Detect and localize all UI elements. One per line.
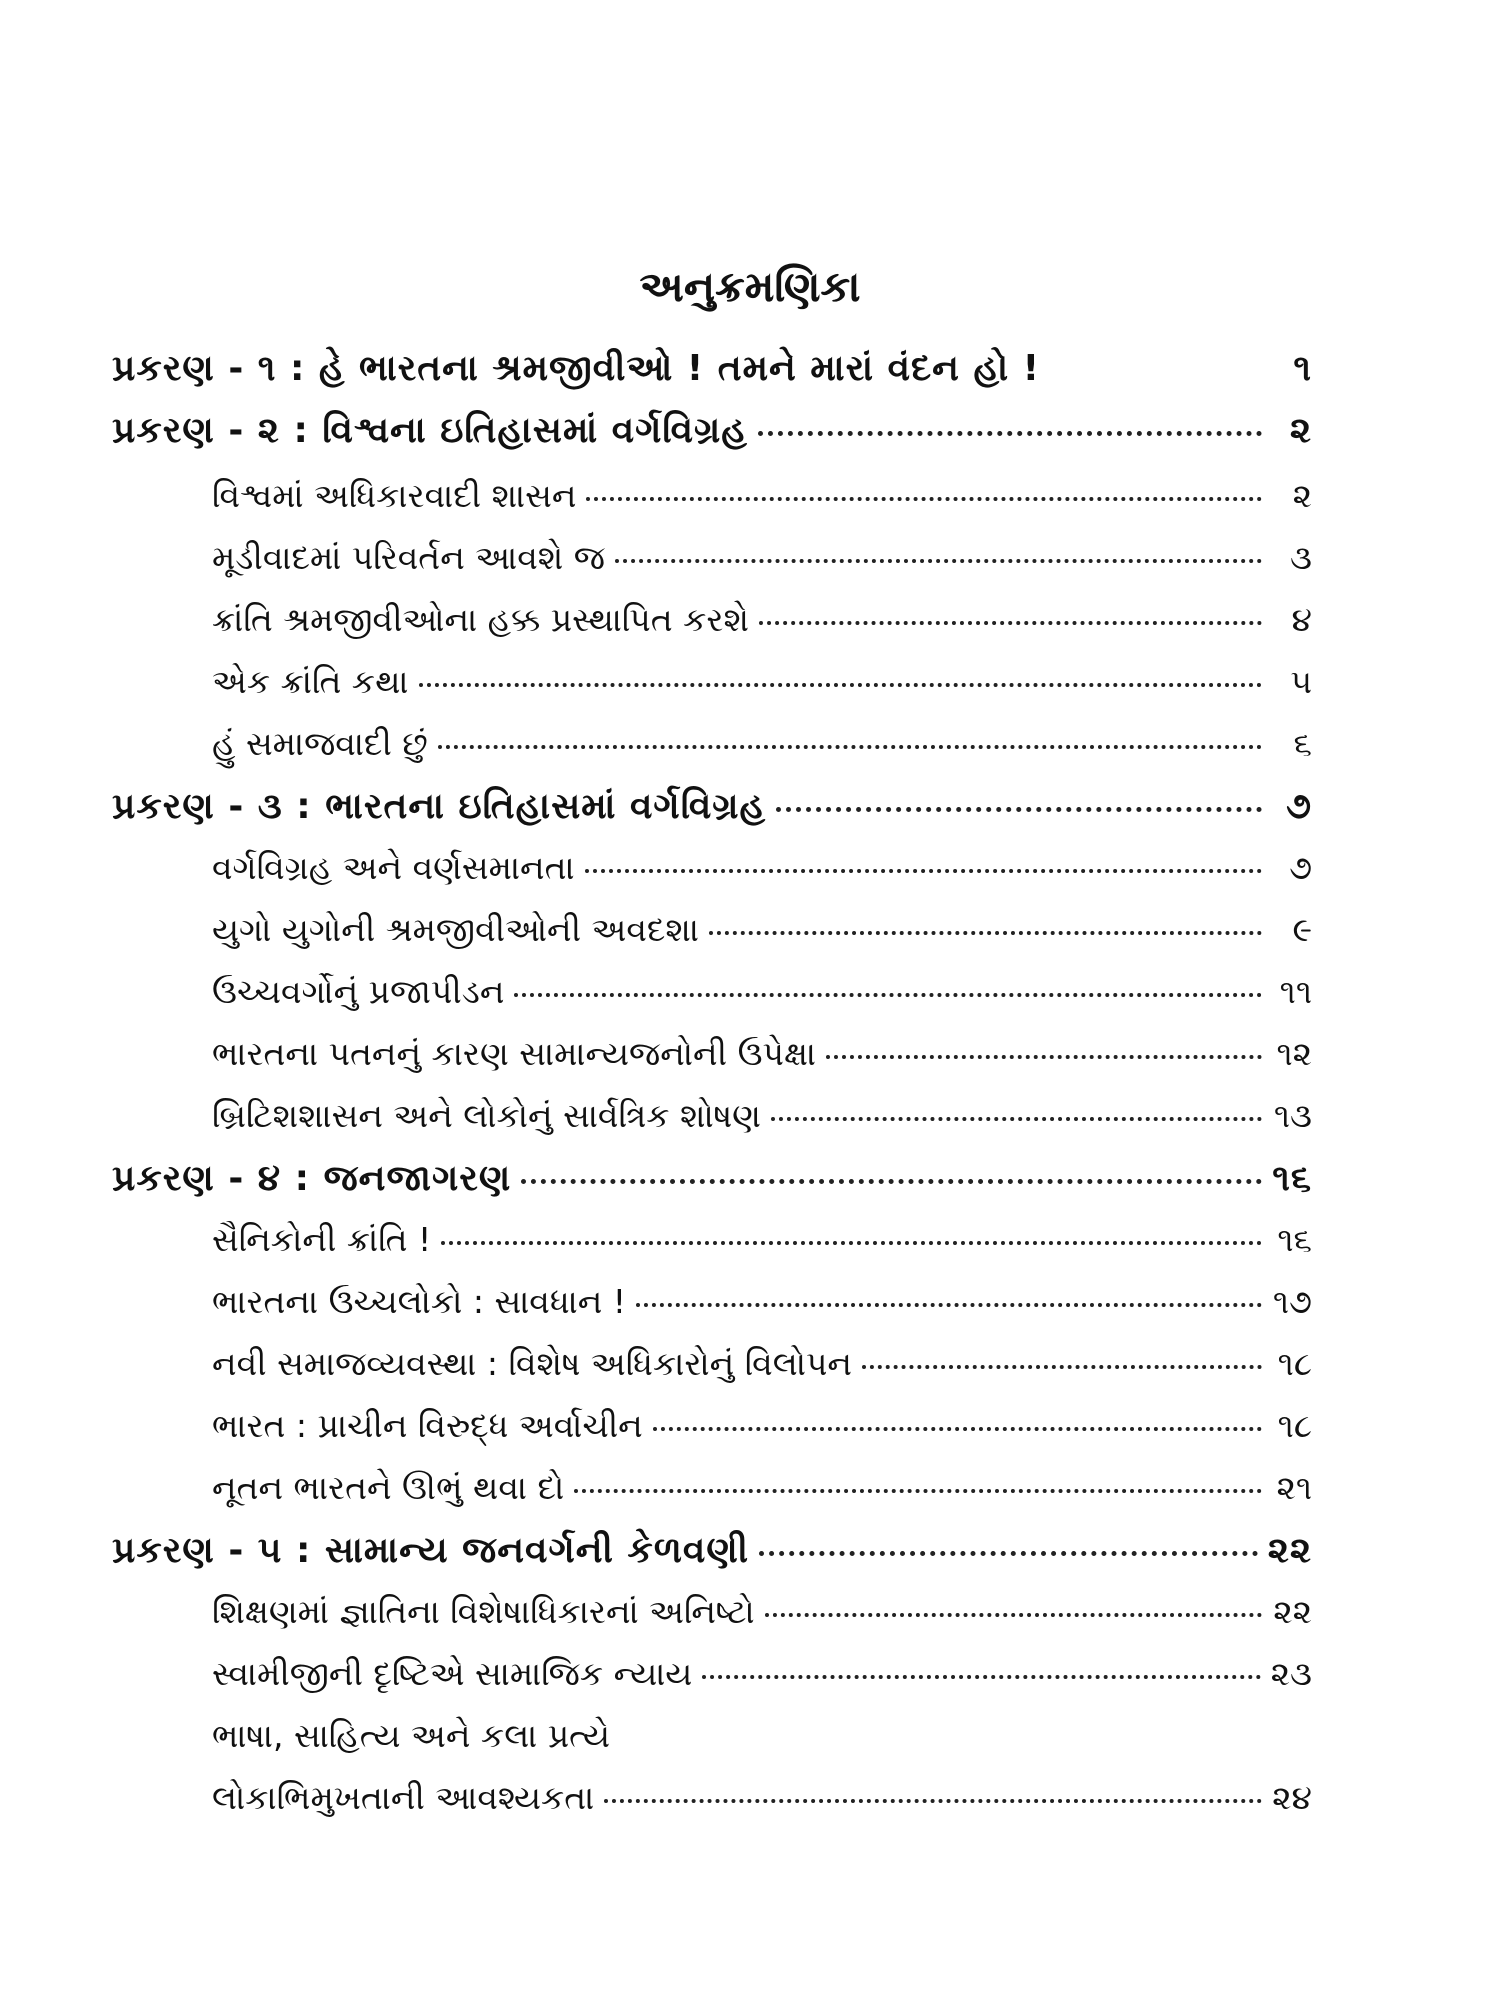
dot-leader (765, 1607, 1262, 1617)
toc-section-row (212, 1034, 1312, 1094)
toc-entry-label: બ્રિટિશશાસન અને લોકોનું સાર્વત્રિક શોષણ (212, 1096, 761, 1135)
dot-leader (441, 1235, 1262, 1245)
toc-page-number: ૨૨ (1273, 1592, 1312, 1631)
toc-page-number: ૨૨ (1267, 1530, 1312, 1571)
toc-section-row (212, 1282, 1312, 1342)
dot-leader (636, 1297, 1262, 1307)
page-title: અનુક્રમણિકા (639, 262, 861, 311)
toc-page-number: ૪ (1291, 600, 1312, 639)
toc-entry-label: ભારત : પ્રાચીન વિરુદ્ધ અર્વાચીન (212, 1406, 643, 1445)
dot-leader (771, 1111, 1262, 1121)
toc-page-number: ૫ (1290, 662, 1312, 701)
toc-section-row (212, 724, 1312, 784)
toc-page-number: ૧૬ (1272, 1158, 1312, 1199)
dot-leader (759, 615, 1262, 625)
toc-section-row (212, 1778, 1312, 1838)
toc-section-row (212, 1654, 1312, 1714)
toc-page-number: ૧૩ (1273, 1096, 1312, 1135)
toc-chapter-row (112, 1530, 1312, 1590)
dot-leader (514, 987, 1262, 997)
dot-leader (776, 801, 1262, 812)
toc-entry-label: વિશ્વમાં અધિકારવાદી શાસન (212, 476, 577, 515)
toc-page-number: ૧ (1293, 348, 1312, 389)
toc-entry-label: ભારતના ઉચ્ચલોકો : સાવધાન ! (212, 1282, 627, 1321)
dot-leader (862, 1359, 1262, 1369)
toc-entry-label: ઉચ્ચવર્ગોનું પ્રજાપીડન (212, 972, 505, 1011)
toc-page-number: ૭ (1289, 848, 1312, 887)
dot-leader (574, 1483, 1262, 1493)
toc-entry-label: પ્રકરણ - ૫ : સામાન્ય જનવર્ગની કેળવણી (112, 1530, 750, 1571)
toc-page-number: ૨ (1292, 476, 1312, 515)
toc-entry-label: એક ક્રાંતિ કથા (212, 662, 409, 701)
dot-leader (604, 1793, 1262, 1803)
toc-chapter-row (112, 786, 1312, 846)
toc-page-number: ૧૮ (1277, 1406, 1312, 1445)
toc-entry-label: શિક્ષણમાં જ્ઞાતિના વિશેષાધિકારનાં અનિષ્ટો (212, 1592, 755, 1631)
dot-leader (419, 677, 1262, 687)
dot-leader (702, 1669, 1260, 1679)
toc-entry-label: મૂડીવાદમાં પરિવર્તન આવશે જ (212, 538, 605, 577)
toc-section-row (212, 972, 1312, 1032)
dot-leader (826, 1049, 1262, 1059)
toc-entry-label: પ્રકરણ - ૨ : વિશ્વના ઇતિહાસમાં વર્ગવિગ્રહ (112, 410, 748, 451)
toc-section-row (212, 910, 1312, 970)
toc-section-row (212, 1220, 1312, 1280)
toc-entry-label: નૂતન ભારતને ઊભું થવા દો (212, 1468, 565, 1507)
toc-entry-label: વર્ગવિગ્રહ અને વર્ણસમાનતા (212, 848, 575, 887)
dot-leader (758, 425, 1262, 436)
toc-section-row (212, 1096, 1312, 1156)
toc-chapter-row (112, 348, 1312, 408)
toc-page-number: ૧૧ (1279, 972, 1312, 1011)
toc-entry-label: હું સમાજવાદી છું (212, 724, 428, 763)
toc-section-row (212, 1468, 1312, 1528)
dot-leader (615, 553, 1262, 563)
toc-entry-label: ભાષા, સાહિત્ય અને કલા પ્રત્યે (212, 1716, 610, 1755)
toc-page-number: ૧૨ (1276, 1034, 1312, 1073)
toc-entry-label: ક્રાંતિ શ્રમજીવીઓના હક્ક પ્રસ્થાપિત કરશે (212, 600, 749, 639)
toc-page-number: ૩ (1290, 538, 1312, 577)
toc-page-number: ૭ (1285, 786, 1312, 827)
toc-entry-label: ભારતના પતનનું કારણ સામાન્યજનોની ઉપેક્ષા (212, 1034, 816, 1073)
dot-leader (709, 925, 1262, 935)
toc-entry-label: પ્રકરણ - ૧ : હે ભારતના શ્રમજીવીઓ ! તમને મારાં વંદન હો ! (112, 348, 1041, 389)
toc-entry-label: પ્રકરણ - ૪ : જનજાગરણ (112, 1158, 512, 1199)
toc-entry-label: યુગો યુગોની શ્રમજીવીઓની અવદશા (212, 910, 699, 949)
toc-chapter-row (112, 1158, 1312, 1218)
toc-section-row (212, 1592, 1312, 1652)
toc-page-number: ૬ (1293, 724, 1312, 763)
toc-page-number: ૨૪ (1272, 1778, 1312, 1817)
toc-entry-label: સ્વામીજીની દૃષ્ટિએ સામાજિક ન્યાય (212, 1654, 693, 1693)
toc-section-row (212, 1406, 1312, 1466)
dot-leader (438, 739, 1262, 749)
toc-section-row (212, 600, 1312, 660)
toc-page-number: ૧૬ (1277, 1220, 1312, 1259)
toc-chapter-row (112, 410, 1312, 470)
toc-page-number: ૨૧ (1276, 1468, 1312, 1507)
toc-section-row (212, 662, 1312, 722)
toc-entry-label: નવી સમાજવ્યવસ્થા : વિશેષ અધિકારોનું વિલોપન (212, 1344, 852, 1383)
dot-leader (521, 1173, 1262, 1184)
toc-entry-label: લોકાભિમુખતાની આવશ્યકતા (212, 1778, 595, 1817)
toc-page-number: ૧૭ (1272, 1282, 1312, 1321)
toc-section-row (212, 538, 1312, 598)
toc-section-row (212, 1716, 1312, 1776)
dot-leader (1050, 368, 1262, 374)
toc-section-row (212, 476, 1312, 536)
toc-section-row (212, 1344, 1312, 1404)
toc-section-row (212, 848, 1312, 908)
toc-page-number: ૯ (1292, 910, 1312, 949)
toc-entry-label: સૈનિકોની ક્રાંતિ ! (212, 1220, 432, 1259)
dot-leader (759, 1545, 1258, 1556)
toc-page-number: ૧૮ (1277, 1344, 1312, 1383)
dot-leader (586, 491, 1262, 501)
dot-leader (585, 863, 1262, 873)
dot-leader (653, 1421, 1262, 1431)
toc-page-number: ૨ (1289, 410, 1312, 451)
toc-page-number: ૨૩ (1270, 1654, 1312, 1693)
toc-entry-label: પ્રકરણ - ૩ : ભારતના ઇતિહાસમાં વર્ગવિગ્રહ (112, 786, 767, 827)
